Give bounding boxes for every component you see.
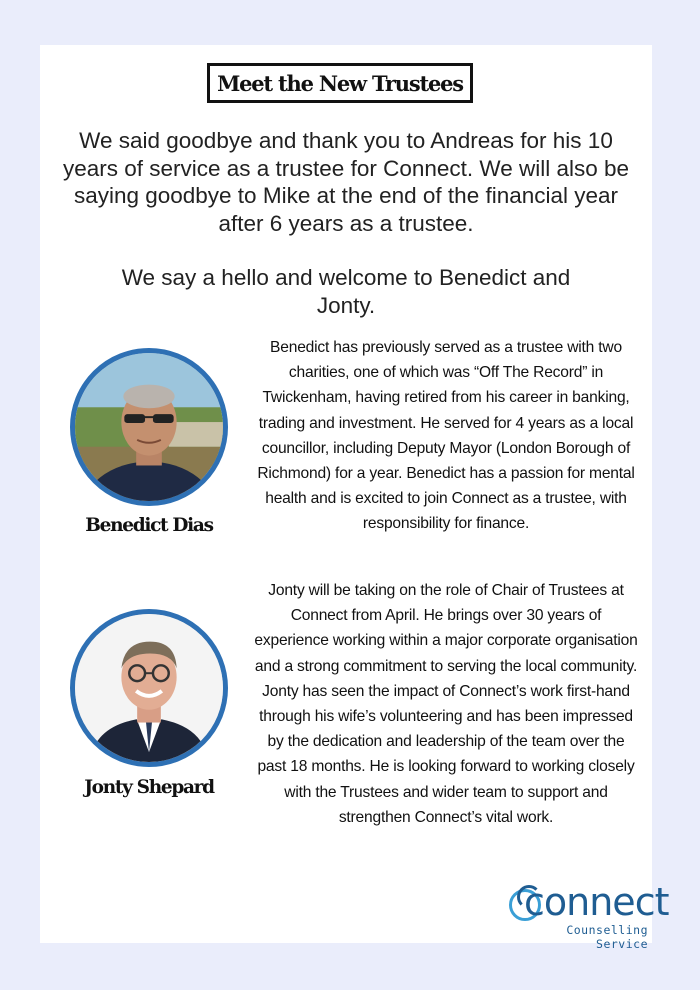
trustee-name-benedict: Benedict Dias xyxy=(85,515,213,536)
trustee-bio-benedict: Benedict has previously served as a trustee with two charities, one of which was “Off The Record” in Twickenham, having retired from his career in banking, trading and investment. He served for 4 years as a local councillor, including Deputy Mayor (London Borough of Richmond) for a year. Benedict has a passion for mental health and is excited to join Connect as a trustee, with responsibility for finance. xyxy=(257,339,635,533)
intro-paragraph-welcome: We say a hello and welcome to Benedict and Jonty. xyxy=(121,265,571,318)
newsletter-page xyxy=(40,45,669,951)
page-title: Meet the New Trustees xyxy=(207,63,473,103)
trustee-bio-jonty: Jonty will be taking on the role of Chair of Trustees at Connect from April. He brings over 30 years of experience working within a major corporate organisation and a strong commitment to serving the local community. Jonty has seen the impact of Connect’s work first-hand through his wife’s volunteering and has been impressed by the dedication and leadership of the team over the past 18 months. He is looking forward to working closely with the Trustees and wider team to support and strengthen Connect’s vital work. xyxy=(254,582,638,826)
logo-wordmark: connect xyxy=(524,880,669,924)
portrait-photo-icon xyxy=(75,353,223,501)
portrait-photo-icon xyxy=(75,614,223,762)
trustee-name-jonty: Jonty Shepard xyxy=(84,777,214,798)
jonty-photo xyxy=(70,609,228,767)
benedict-photo xyxy=(70,348,228,506)
logo-subtitle: Counselling Service xyxy=(566,923,648,951)
connect-logo xyxy=(506,880,669,951)
intro-paragraph-farewell: We said goodbye and thank you to Andreas for his 10 years of service as a trustee for Connect. We will also be saying goodbye to Mike at the end of the financial year after 6 years as a trustee. xyxy=(62,128,630,236)
